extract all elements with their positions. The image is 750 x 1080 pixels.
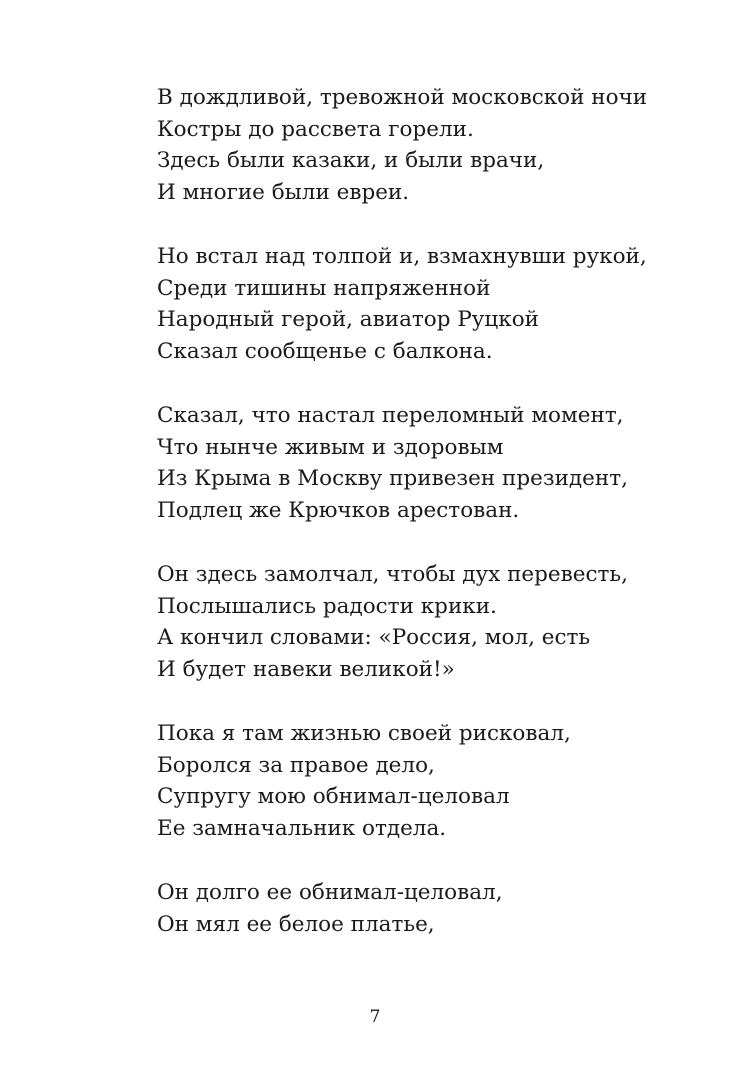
poem-line: Подлец же Крючков арестован. <box>157 497 520 523</box>
stanza-6 <box>157 877 697 940</box>
poem-line: Он долго ее обнимал-целовал, <box>157 880 503 905</box>
stanza-5 <box>157 718 697 844</box>
poem-line: Здесь были казаки, и были врачи, <box>157 148 545 173</box>
stanza-1 <box>157 82 697 208</box>
poem-line: Костры до рассвета горели. <box>157 116 474 142</box>
poem-line: Народный герой, авиатор Руцкой <box>157 307 539 332</box>
page-number: 7 <box>369 1007 381 1027</box>
poem-line: В дождливой, тревожной московской ночи <box>157 85 648 110</box>
poem-line: Сказал сообщенье с балкона. <box>157 338 493 364</box>
poem-line: Пока я там жизнью своей рисковал, <box>157 721 571 746</box>
poem-line: Ее замначальник отдела. <box>157 815 447 841</box>
poem-line: И многие были евреи. <box>157 179 410 205</box>
poem-body <box>157 82 697 973</box>
poem-line: Среди тишины напряженной <box>157 275 491 301</box>
poem-line: Сказал, что настал переломный момент, <box>157 403 624 428</box>
poem-line: Он здесь замолчал, чтобы дух перевесть, <box>157 562 628 587</box>
poem-line: Что нынче живым и здоровым <box>157 434 504 460</box>
poem-line: А кончил словами: «Россия, мол, есть <box>157 625 591 650</box>
stanza-4 <box>157 559 697 685</box>
stanza-3 <box>157 400 697 526</box>
poem-line: Он мял ее белое платье, <box>157 911 435 937</box>
poem-line: Боролся за правое дело, <box>157 752 435 778</box>
poem-line: Но встал над толпой и, взмахнувши рукой, <box>157 244 647 269</box>
poem-line: И будет навеки великой!» <box>157 656 455 682</box>
poem-line: Из Крыма в Москву привезен президент, <box>157 466 628 491</box>
poem-line: Послышались радости крики. <box>157 593 497 619</box>
stanza-2 <box>157 241 697 367</box>
poem-line: Супругу мою обнимал-целовал <box>157 784 510 809</box>
